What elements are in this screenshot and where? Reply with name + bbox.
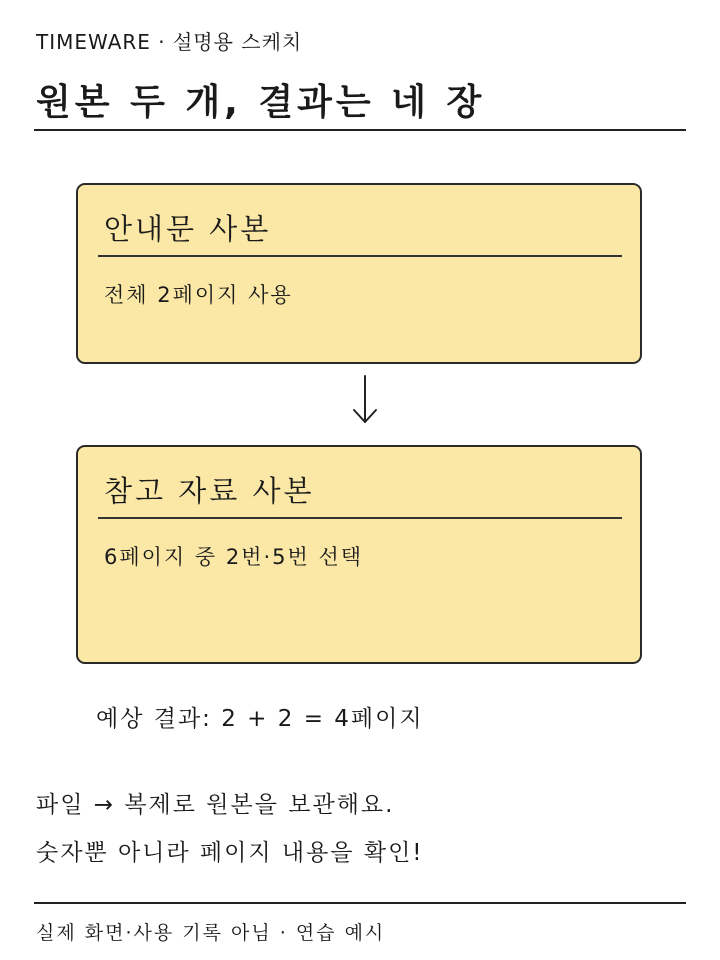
footer-disclaimer: 실제 화면·사용 기록 아님 · 연습 예시	[36, 922, 386, 944]
source-card-notice	[76, 183, 642, 364]
note-line: 파일 → 복제로 원본을 보관해요.	[36, 792, 395, 818]
card-body: 전체 2페이지 사용	[104, 283, 293, 307]
header-divider	[34, 129, 686, 131]
note-line: 숫자뿐 아니라 페이지 내용을 확인!	[36, 840, 424, 866]
card-title: 안내문 사본	[104, 212, 272, 246]
card-divider	[98, 255, 622, 257]
source-card-reference	[76, 445, 642, 664]
page-title: 원본 두 개, 결과는 네 장	[36, 82, 486, 123]
kicker-label: TIMEWARE · 설명용 스케치	[36, 30, 303, 54]
card-body: 6페이지 중 2번·5번 선택	[104, 545, 364, 569]
card-title: 참고 자료 사본	[104, 474, 315, 508]
expected-result: 예상 결과: 2 + 2 = 4페이지	[96, 706, 424, 732]
footer-divider	[34, 902, 686, 904]
down-arrow-icon	[350, 374, 380, 426]
card-divider	[98, 517, 622, 519]
